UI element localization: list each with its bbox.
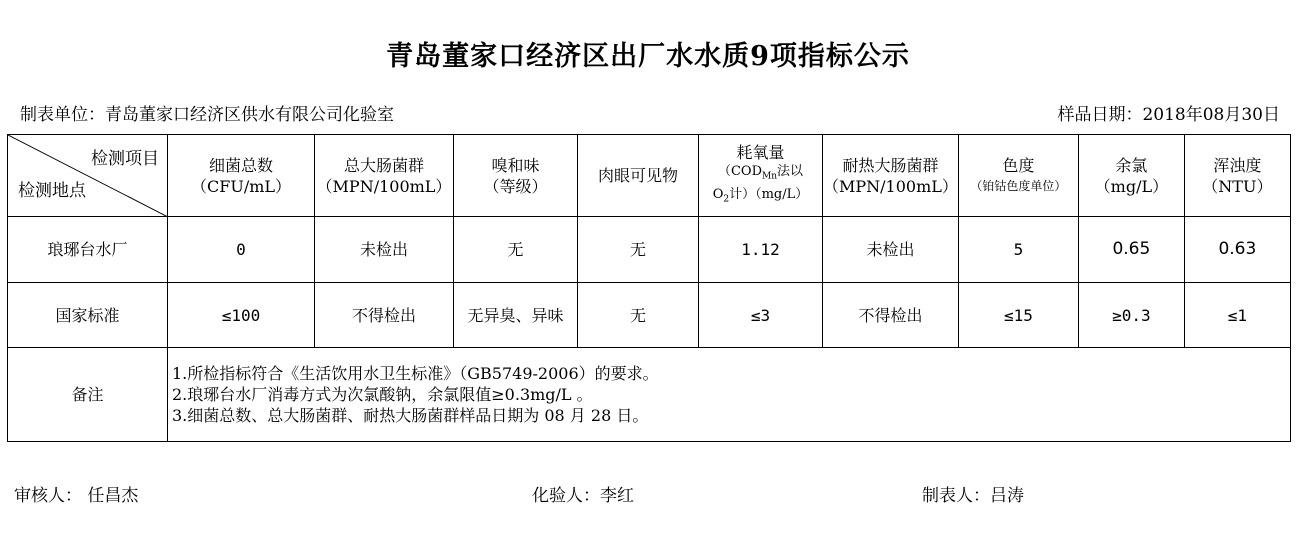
cell-odor: 无: [454, 217, 578, 283]
header-odor: [454, 135, 578, 217]
cell-color: 5: [958, 217, 1078, 283]
header-thermo-name: 耐热大肠菌群: [842, 155, 939, 175]
water-quality-table: [7, 134, 1291, 442]
header-coliform: [315, 135, 454, 217]
location-label: 检测地点: [18, 181, 86, 201]
header-coliform-name: 总大肠菌群: [343, 155, 424, 175]
cell-bacteria: ≤100: [168, 283, 315, 348]
issuing-unit: 制表单位：青岛董家口经济区供水有限公司化验室: [20, 105, 394, 125]
notes-row: [8, 348, 1291, 442]
header-thermo-unit: （MPN/100mL）: [823, 176, 958, 196]
header-odor-name: 嗅和味: [491, 155, 540, 175]
notes-content: [168, 348, 1291, 442]
table-row: [8, 283, 1291, 348]
header-turbidity: [1184, 135, 1290, 217]
note-line: 3.细菌总数、总大肠菌群、耐热大肠菌群样品日期为 08 月 28 日。: [172, 406, 649, 425]
notes-label: 备注: [8, 348, 168, 442]
header-row: [8, 135, 1291, 217]
header-oxygen-unit: （$COD_{Mn}$法以: [717, 164, 804, 182]
maker-signature: 制表人：吕涛: [922, 486, 1024, 506]
tester-signature: 化验人：李红: [532, 486, 634, 506]
diagonal-header-cell: [8, 135, 168, 217]
header-odor-unit: （等级）: [483, 176, 548, 196]
header-bacteria-unit: （CFU/mL）: [190, 176, 292, 196]
note-line: 1.所检指标符合《生活饮用水卫生标准》（GB5749-2006）的要求。: [172, 364, 659, 383]
header-bacteria: [168, 135, 315, 217]
cell-chlorine: ≥0.3: [1078, 283, 1184, 348]
cell-visible: 无: [578, 283, 699, 348]
row-location: 琅琊台水厂: [8, 217, 168, 283]
header-chlorine: [1078, 135, 1184, 217]
cell-oxygen: 1.12: [699, 217, 823, 283]
cell-coliform: 不得检出: [315, 283, 454, 348]
header-oxygen-name: 耗氧量: [736, 143, 785, 163]
sample-date: 样品日期：2018年08月30日: [1057, 105, 1280, 125]
page-title: 青岛董家口经济区出厂水水质9项指标公示: [386, 41, 910, 72]
cell-bacteria: 0: [168, 217, 315, 283]
cell-thermo: 不得检出: [823, 283, 959, 348]
cell-chlorine: 0.65: [1078, 217, 1184, 283]
header-chlorine-unit: （mg/L）: [1094, 176, 1169, 196]
header-color-name: 色度: [1002, 155, 1035, 175]
cell-odor: 无异臭、异味: [454, 283, 578, 348]
cell-coliform: 未检出: [315, 217, 454, 283]
header-visible: [578, 135, 699, 217]
header-turbidity-name: 浑浊度: [1213, 155, 1262, 175]
row-location: 国家标准: [8, 283, 168, 348]
table-row: [8, 217, 1291, 283]
diagonal-line: [8, 135, 168, 217]
header-oxygen: [699, 135, 823, 217]
header-visible-name: 肉眼可见物: [597, 166, 678, 185]
reviewer-signature: 审核人： 任昌杰: [14, 486, 139, 506]
header-color: [958, 135, 1078, 217]
item-label: 检测项目: [91, 149, 159, 169]
header-chlorine-name: 余氯: [1115, 155, 1148, 175]
cell-thermo: 未检出: [823, 217, 959, 283]
header-oxygen-unit-line2: $O_2$计）（mg/L）: [712, 187, 809, 205]
cell-visible: 无: [578, 217, 699, 283]
header-thermo: [823, 135, 959, 217]
note-line: 2.琅琊台水厂消毒方式为次氯酸钠，余氯限值≥0.3mg/L 。: [172, 385, 593, 404]
header-turbidity-unit: （NTU）: [1202, 176, 1273, 196]
header-bacteria-name: 细菌总数: [208, 155, 273, 175]
cell-turbidity: 0.63: [1184, 217, 1290, 283]
cell-oxygen: ≤3: [699, 283, 823, 348]
header-color-unit: （铂钴色度单位）: [970, 178, 1067, 193]
cell-turbidity: ≤1: [1184, 283, 1290, 348]
header-coliform-unit: （MPN/100mL）: [316, 176, 452, 196]
cell-color: ≤15: [958, 283, 1078, 348]
